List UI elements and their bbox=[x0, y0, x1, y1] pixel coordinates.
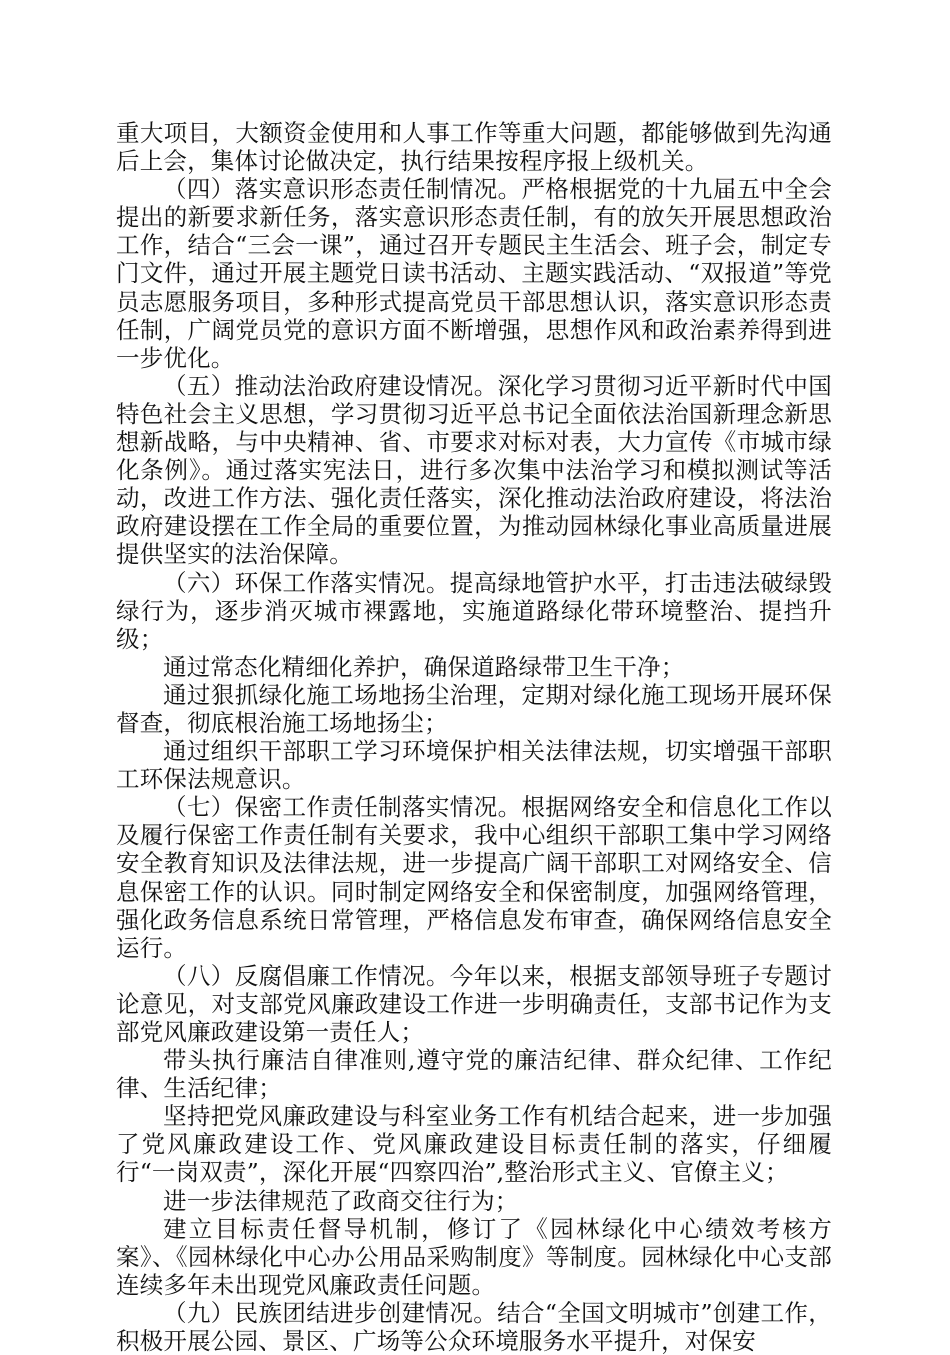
paragraph-major-projects: 重大项目，大额资金使用和人事工作等重大问题，都能够做到先沟通后上会，集体讨论做决定，执行结果按程序报上级机关。 bbox=[116, 119, 832, 176]
paragraph-routine-maintenance: 通过常态化精细化养护，确保道路绿带卫生干净； bbox=[163, 652, 685, 681]
paragraph-ethnic-unity: （九）民族团结进步创建情况。结合“全国文明城市”创建工作，积极开展公园、景区、广场等公众环境服务水平提升，对保安 bbox=[116, 1298, 832, 1355]
paragraph-environmental-law-study: 通过组织干部职工学习环境保护相关法律法规，切实增强干部职工环保法规意识。 bbox=[116, 737, 832, 794]
paragraph-anti-corruption: （八）反腐倡廉工作情况。今年以来，根据支部领导班子专题讨论意见，对支部党风廉政建设工作进一步明确责任，支部书记作为支部党风廉政建设第一责任人； bbox=[116, 961, 832, 1046]
paragraph-dust-control: 通过狠抓绿化施工场地扬尘治理，定期对绿化施工现场开展环保督查，彻底根治施工场地扬尘； bbox=[116, 680, 832, 737]
paragraph-self-discipline: 带头执行廉洁自律准则,遵守党的廉洁纪律、群众纪律、工作纪律、生活纪律； bbox=[116, 1046, 832, 1103]
paragraph-ideology-responsibility: （四）落实意识形态责任制情况。严格根据党的十九届五中全会提出的新要求新任务，落实意识形态责任制，有的放矢开展思想政治工作，结合“三会一课”，通过召开专题民主生活会、班子会，制定专门文件，通过开展主题党日读书活动、主题实践活动、“双报道”等党员志愿服务项目，多种形式提高党员干部思想认识，落实意识形态责任制，广阔党员党的意识方面不断增强，思想作风和政治素养得到进一步优化。 bbox=[116, 175, 832, 372]
document-body bbox=[116, 119, 832, 1355]
paragraph-government-business: 进一步法律规范了政商交往行为； bbox=[163, 1186, 519, 1215]
paragraph-confidentiality: （七）保密工作责任制落实情况。根据网络安全和信息化工作以及履行保密工作责任制有关要求，我中心组织干部职工集中学习网络安全教育知识及法律法规，进一步提高广阔干部职工对网络安全、信息保密工作的认识。同时制定网络安全和保密制度，加强网络管理，强化政务信息系统日常管理，严格信息发布审查，确保网络信息安全运行。 bbox=[116, 793, 832, 962]
paragraph-integrity-work: 坚持把党风廉政建设与科室业务工作有机结合起来，进一步加强了党风廉政建设工作、党风廉政建设目标责任制的落实，仔细履行“一岗双责”，深化开展“四察四治”,整治形式主义、官僚主义； bbox=[116, 1102, 832, 1187]
paragraph-rule-of-law: （五）推动法治政府建设情况。深化学习贯彻习近平新时代中国特色社会主义思想，学习贯彻习近平总书记全面依法治国新理念新思想新战略，与中央精神、省、市要求对标对表，大力宣传《市城市绿化条例》。通过落实宪法日，进行多次集中法治学习和模拟测试等活动，改进工作方法、强化责任落实，深化推动法治政府建设，将法治政府建设摆在工作全局的重要位置，为推动园林绿化事业高质量进展提供坚实的法治保障。 bbox=[116, 371, 832, 569]
paragraph-supervision-mechanism: 建立目标责任督导机制，修订了《园林绿化中心绩效考核方案》、《园林绿化中心办公用品采购制度》等制度。园林绿化中心支部连续多年未出现党风廉政责任问题。 bbox=[116, 1214, 832, 1299]
paragraph-environmental-protection: （六）环保工作落实情况。提高绿地管护水平，打击违法破绿毁绿行为，逐步消灭城市裸露地，实施道路绿化带环境整治、提挡升级； bbox=[116, 568, 832, 653]
